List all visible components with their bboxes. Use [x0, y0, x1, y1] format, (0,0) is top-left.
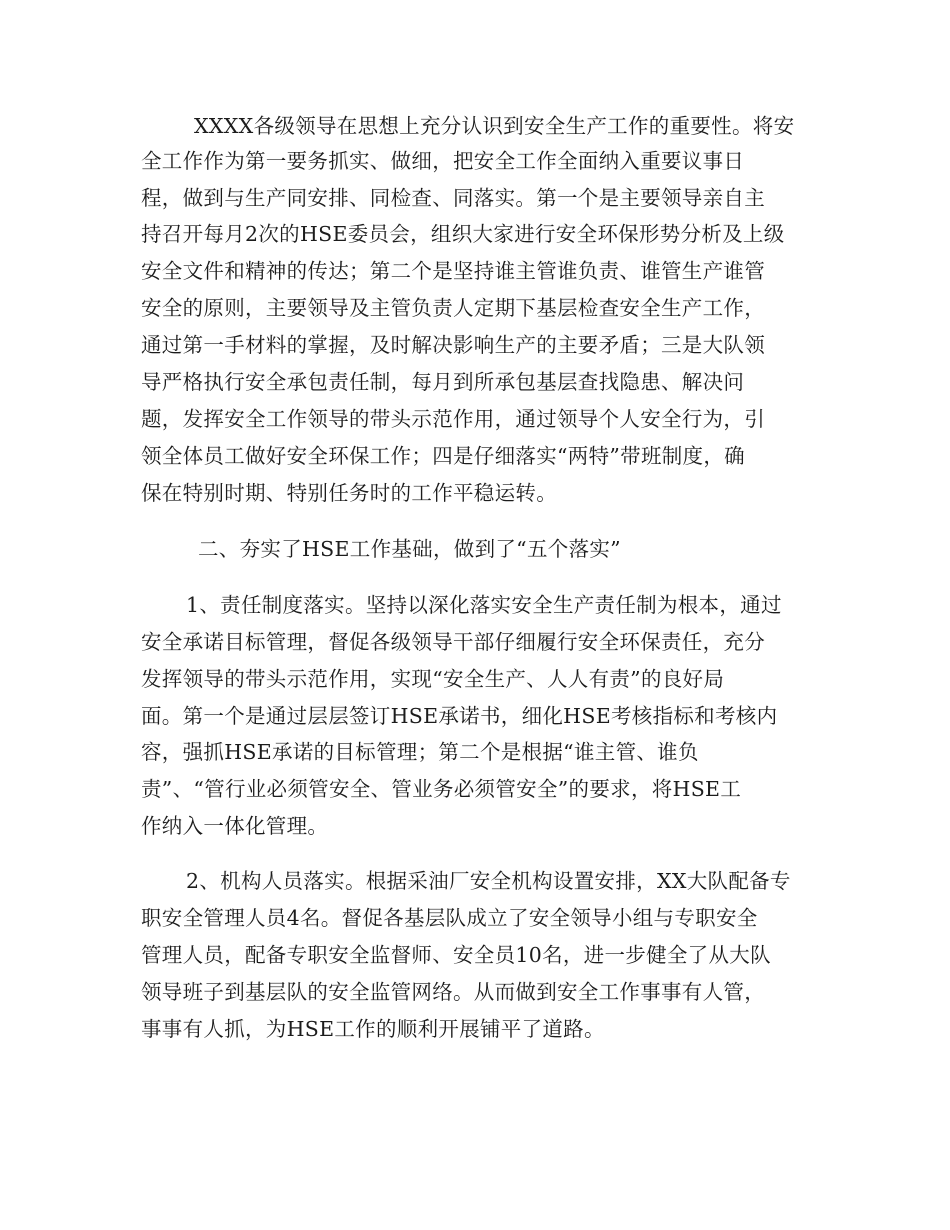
text-line: 作纳入一体化管理。 — [141, 814, 329, 838]
text-line: 持召开每月2次的HSE委员会，组织大家进行安全环保形势分析及上级 — [141, 222, 785, 246]
text-line: 职安全管理人员4名。督促各基层队成立了安全领导小组与专职安全 — [141, 906, 758, 930]
text-line: 2、机构人员落实。根据采油厂安全机构设置安排，XX大队配备专 — [186, 869, 791, 893]
text-line: XXXX各级领导在思想上充分认识到安全生产工作的重要性。将安 — [194, 114, 795, 138]
text-line: 管理人员，配备专职安全监督师、安全员10名，进一步健全了从大队 — [141, 943, 771, 967]
text-line: 面。第一个是通过层层签订HSE承诺书，细化HSE考核指标和考核内 — [141, 704, 778, 728]
text-line: 领全体员工做好安全环保工作；四是仔细落实“两特”带班制度，确 — [141, 444, 745, 468]
heading-text: 二、夯实了HSE工作基础，做到了“五个落实” — [198, 537, 621, 561]
text-line: 领导班子到基层队的安全监管网络。从而做到安全工作事事有人管， — [141, 980, 765, 1004]
text-line: 程，做到与生产同安排、同检查、同落实。第一个是主要领导亲自主 — [141, 186, 765, 210]
text-line: 容，强抓HSE承诺的目标管理；第二个是根据“谁主管、谁负 — [141, 740, 699, 764]
text-line: 安全文件和精神的传达；第二个是坚持谁主管谁负责、谁管生产谁管 — [141, 259, 765, 283]
text-line: 事事有人抓，为HSE工作的顺利开展铺平了道路。 — [141, 1017, 605, 1041]
text-line: 责”、“管行业必须管安全、管业务必须管安全”的要求，将HSE工 — [141, 777, 742, 801]
text-line: 通过第一手材料的掌握，及时解决影响生产的主要矛盾；三是大队领 — [141, 333, 765, 357]
text-line: 导严格执行安全承包责任制，每月到所承包基层查找隐患、解决问 — [141, 370, 745, 394]
text-line: 1、责任制度落实。坚持以深化落实安全生产责任制为根本，通过 — [186, 593, 782, 617]
text-line: 全工作作为第一要务抓实、做细，把安全工作全面纳入重要议事日 — [141, 149, 745, 173]
text-line: 安全承诺目标管理，督促各级领导干部仔细履行安全环保责任，充分 — [141, 630, 765, 654]
text-line: 保在特别时期、特别任务时的工作平稳运转。 — [141, 481, 557, 505]
text-line: 安全的原则，主要领导及主管负责人定期下基层检查安全生产工作， — [141, 296, 765, 320]
text-line: 发挥领导的带头示范作用，实现“安全生产、人人有责”的良好局 — [141, 667, 725, 691]
text-line: 题，发挥安全工作领导的带头示范作用，通过领导个人安全行为，引 — [141, 407, 765, 431]
